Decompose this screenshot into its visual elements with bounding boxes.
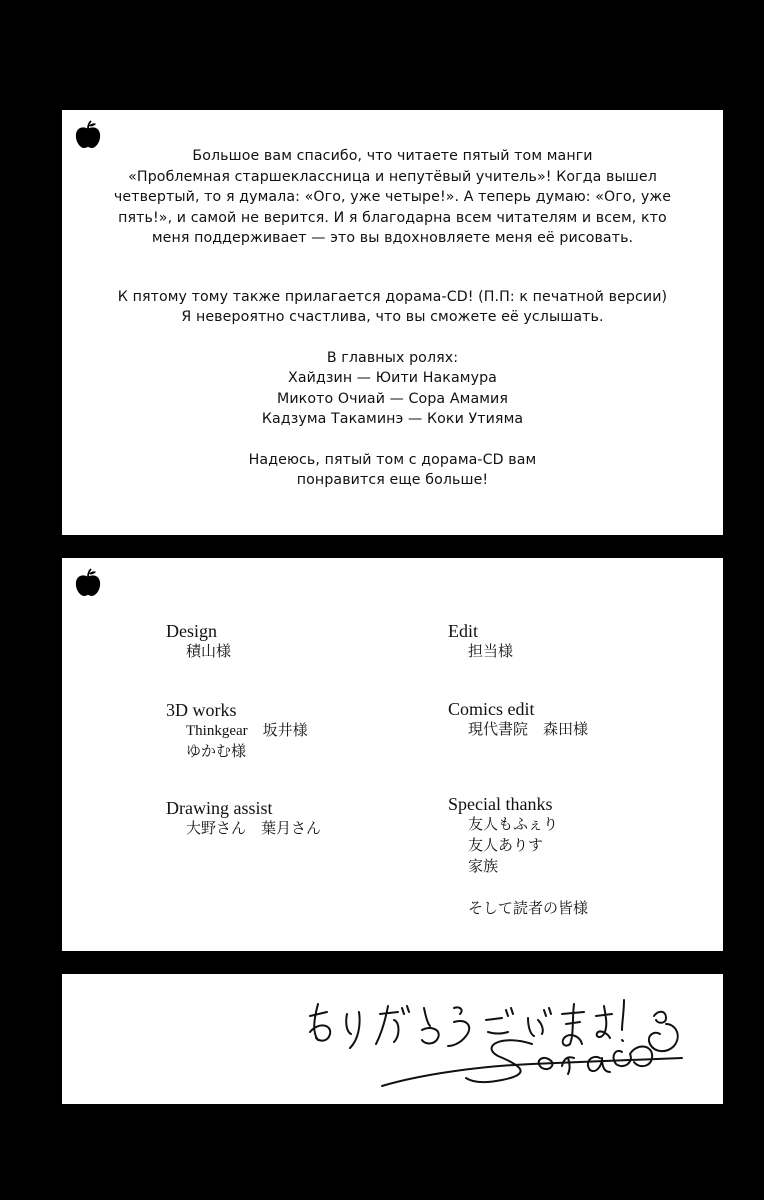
credit-role: Special thanks bbox=[448, 794, 553, 814]
credit-name: 大野さん 葉月さん bbox=[186, 821, 322, 837]
cast-line: Хайдзин — Юити Накамура bbox=[288, 370, 497, 386]
credit-name: 現代書院 森田様 bbox=[468, 722, 589, 738]
credit-3d-works bbox=[166, 699, 308, 763]
afterword-line: К пятому тому также прилагается дорама-CD! (П.П: к печатной версии) bbox=[117, 288, 668, 305]
credit-role: Comics edit bbox=[448, 699, 535, 719]
credit-name: 担当様 bbox=[468, 644, 514, 660]
credit-name: 積山様 bbox=[186, 644, 232, 660]
afterword-panel bbox=[62, 110, 723, 535]
credit-role: Edit bbox=[448, 621, 478, 641]
closing-line: понравится еще больше! bbox=[296, 472, 489, 488]
credits-panel bbox=[62, 558, 723, 951]
credit-name: 友人もふぇり bbox=[468, 817, 559, 833]
apple-icon bbox=[74, 568, 102, 598]
credit-special-thanks bbox=[448, 793, 588, 920]
cast-heading: В главных ролях: bbox=[326, 349, 459, 366]
afterword-line: «Проблемная старшеклассница и непутёвый учитель»! Когда вышел bbox=[128, 168, 657, 185]
credit-name: ゆかむ様 bbox=[186, 744, 247, 760]
credit-name: そして読者の皆様 bbox=[468, 901, 589, 917]
afterword-line: Я невероятно счастлива, что вы сможете её услышать. bbox=[181, 309, 604, 325]
afterword-text bbox=[102, 146, 683, 491]
cast-line: Микото Очиай — Сора Амамия bbox=[276, 390, 508, 407]
closing-line: Надеюсь, пятый том с дорама-CD вам bbox=[248, 451, 537, 468]
credit-comics-edit bbox=[448, 698, 588, 741]
apple-icon bbox=[74, 120, 102, 150]
credit-role: Drawing assist bbox=[166, 798, 273, 818]
handwritten-signature bbox=[62, 974, 723, 1104]
credit-role: 3D works bbox=[166, 700, 237, 720]
credit-name: 友人ありす bbox=[468, 838, 544, 854]
credit-design bbox=[166, 620, 231, 663]
credit-name: 家族 bbox=[468, 859, 499, 875]
credit-role: Design bbox=[166, 621, 217, 641]
afterword-line: четвертый, то я думала: «Ого, уже четыре!». А теперь думаю: «Ого, уже bbox=[113, 189, 672, 205]
afterword-line: пять!», и самой не верится. И я благодарна всем читателям и всем, кто bbox=[118, 209, 667, 226]
credit-name: Thinkgear 坂井様 bbox=[186, 723, 308, 739]
credit-edit bbox=[448, 620, 513, 663]
afterword-line: меня поддерживает — это вы вдохновляете меня её рисовать. bbox=[151, 230, 634, 246]
cast-line: Кадзума Такаминэ — Коки Утияма bbox=[261, 411, 524, 427]
credit-drawing-assist bbox=[166, 797, 321, 840]
afterword-line: Большое вам спасибо, что читаете пятый том манги bbox=[192, 148, 593, 164]
signature-panel bbox=[62, 974, 723, 1104]
